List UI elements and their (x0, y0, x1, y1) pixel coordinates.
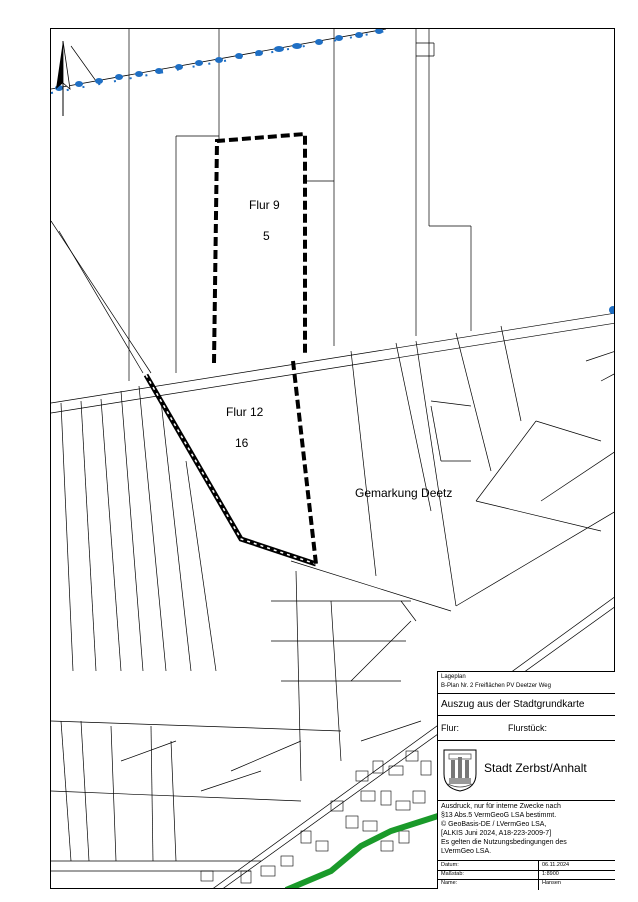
date-label: Datum: (441, 862, 459, 868)
scale-label: Maßstab: (441, 871, 464, 877)
label-flur12-number: 16 (235, 436, 249, 450)
name-label: Name: (441, 880, 458, 886)
copyright-line-2: §13 Abs.5 VermGeoG LSA bestimmt. (441, 812, 557, 819)
label-flur9-number: 5 (263, 229, 270, 243)
title-block (437, 671, 615, 889)
north-arrow-icon (56, 41, 70, 116)
city-name: Stadt Zerbst/Anhalt (484, 761, 587, 775)
village-buildings (201, 751, 431, 883)
copyright-row (438, 801, 615, 861)
project-name: B-Plan Nr. 2 Freiflächen PV Deetzer Weg (441, 683, 551, 689)
planning-boundary-flur9 (214, 134, 305, 363)
blue-boundary (51, 29, 615, 314)
name-value: Hansen (542, 880, 561, 886)
excerpt-title: Auszug aus der Stadtgrundkarte (441, 699, 585, 710)
date-value: 06.11.2024 (542, 862, 570, 868)
copyright-line-3: © GeoBasis-DE / LVermGeo LSA, (441, 821, 547, 828)
title-block-header (438, 672, 615, 694)
coat-of-arms-icon (442, 748, 478, 792)
flur-label: Flur: (441, 723, 459, 733)
copyright-line-4: [ALKIS Juni 2024, A18-223-2009-7] (441, 830, 552, 837)
plan-type-label: Lageplan (441, 674, 466, 680)
copyright-line-5: Es gelten die Nutzungsbedingungen des (441, 839, 567, 846)
planning-boundary-flur12 (146, 361, 316, 564)
copyright-line-1: Ausdruck, nur für interne Zwecke nach (441, 803, 561, 810)
label-flur9-name: Flur 9 (249, 198, 280, 212)
scale-value: 1:8900 (542, 871, 559, 877)
copyright-line-6: LVermGeo LSA. (441, 848, 492, 855)
flurstueck-label: Flurstück: (508, 723, 548, 733)
label-gemarkung: Gemarkung Deetz (355, 486, 453, 500)
label-flur12-name: Flur 12 (226, 405, 264, 419)
city-row (438, 741, 615, 801)
excerpt-title-row (438, 694, 615, 716)
flur-row (438, 716, 615, 741)
meta-table (438, 861, 615, 890)
